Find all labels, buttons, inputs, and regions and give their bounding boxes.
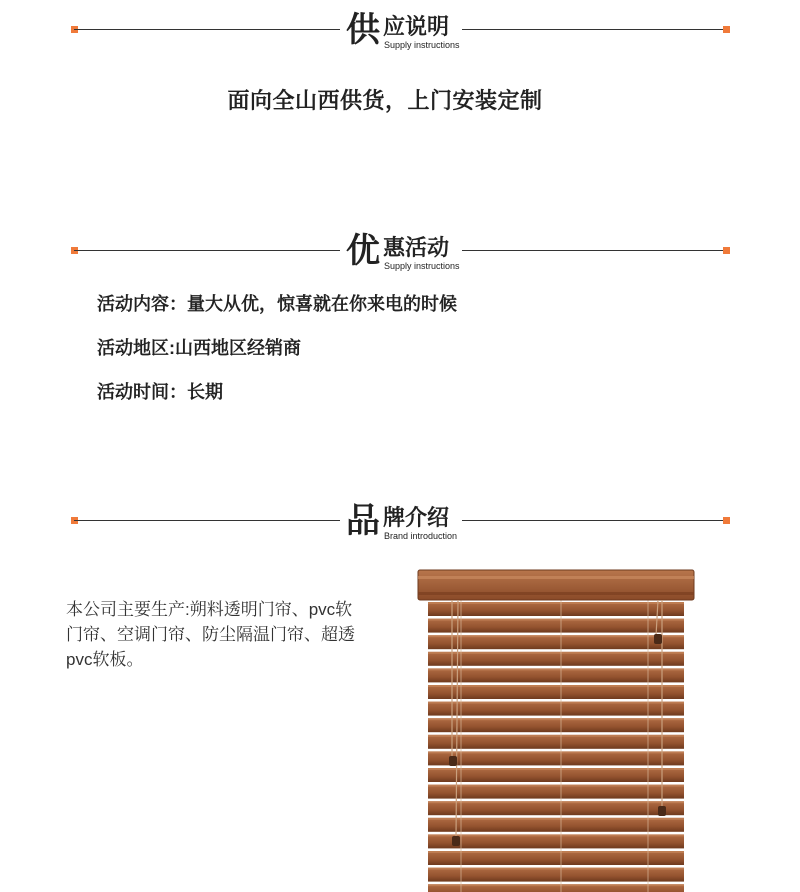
blind-headrail: [418, 570, 694, 600]
promo-region-line: 活动地区:山西地区经销商: [97, 338, 301, 358]
blind-slat-highlight: [428, 685, 684, 687]
heading-line-right: [462, 520, 726, 521]
heading-subtitle: Supply instructions: [384, 261, 460, 271]
heading-line-right: [462, 250, 726, 251]
blind-slat-highlight: [428, 818, 684, 820]
blind-slat: [428, 785, 684, 799]
blind-slat-highlight: [428, 884, 684, 886]
heading-big-char: 品: [346, 502, 380, 540]
blind-slat: [428, 834, 684, 848]
heading-line-right: [462, 29, 726, 30]
promo-content-line: 活动内容：量大从优，惊喜就在你来电的时候: [97, 294, 457, 314]
blind-slat-highlight: [428, 834, 684, 836]
promo-time-line: 活动时间：长期: [97, 382, 223, 402]
heading-subtitle: Supply instructions: [384, 40, 460, 50]
blind-slat: [428, 851, 684, 865]
blind-slat: [428, 702, 684, 716]
blind-slat: [428, 652, 684, 666]
blind-slat-highlight: [428, 652, 684, 654]
heading-subtitle: Brand introduction: [384, 531, 458, 541]
wood-blind-image: [416, 568, 696, 892]
heading-title: 应说明: [383, 14, 450, 39]
blind-slat-highlight: [428, 768, 684, 770]
blind-slat: [428, 818, 684, 832]
cord-tassel: [658, 806, 666, 816]
heading-big-char: 优: [346, 232, 380, 270]
supply-heading: [0, 10, 800, 50]
blind-slat: [428, 801, 684, 815]
heading-dot-right: [723, 247, 730, 254]
blind-slat: [428, 735, 684, 749]
blind-slat-highlight: [428, 851, 684, 853]
heading-title: 惠活动: [383, 235, 450, 260]
blind-slat-highlight: [428, 735, 684, 737]
blind-slat-highlight: [428, 785, 684, 787]
heading-line-left: [74, 29, 340, 30]
blind-slat: [428, 718, 684, 732]
blind-slat-highlight: [428, 801, 684, 803]
blind-slat: [428, 619, 684, 633]
blind-slats: [428, 602, 684, 892]
blind-slat-highlight: [428, 751, 684, 753]
heading-big-char: 供: [346, 11, 380, 49]
cord-tassel: [452, 836, 460, 846]
blind-slat-highlight: [428, 602, 684, 604]
brand-heading: [0, 501, 800, 541]
blind-slat: [428, 685, 684, 699]
heading-line-left: [74, 520, 340, 521]
cord-tassel: [449, 756, 457, 766]
blind-slat-highlight: [428, 868, 684, 870]
brand-description: 本公司主要生产:朔料透明门帘、pvc软门帘、空调门帘、防尘隔温门帘、超透pvc软板。: [66, 600, 355, 669]
heading-title: 牌介绍: [383, 505, 450, 530]
blind-slat: [428, 602, 684, 616]
heading-dot-right: [723, 517, 730, 524]
blind-slat-highlight: [428, 668, 684, 670]
supply-text: 面向全山西供货，上门安装定制: [227, 88, 543, 113]
heading-dot-right: [723, 26, 730, 33]
promo-heading: [0, 231, 800, 271]
heading-line-left: [74, 250, 340, 251]
blind-slat-highlight: [428, 702, 684, 704]
blind-slat: [428, 868, 684, 882]
blind-slat-highlight: [428, 619, 684, 621]
blind-slat: [428, 668, 684, 682]
cord-tassel: [654, 634, 662, 644]
blind-slat: [428, 768, 684, 782]
blind-slat: [428, 635, 684, 649]
blind-slat-highlight: [428, 635, 684, 637]
blind-slat: [428, 751, 684, 765]
blind-slat-highlight: [428, 718, 684, 720]
